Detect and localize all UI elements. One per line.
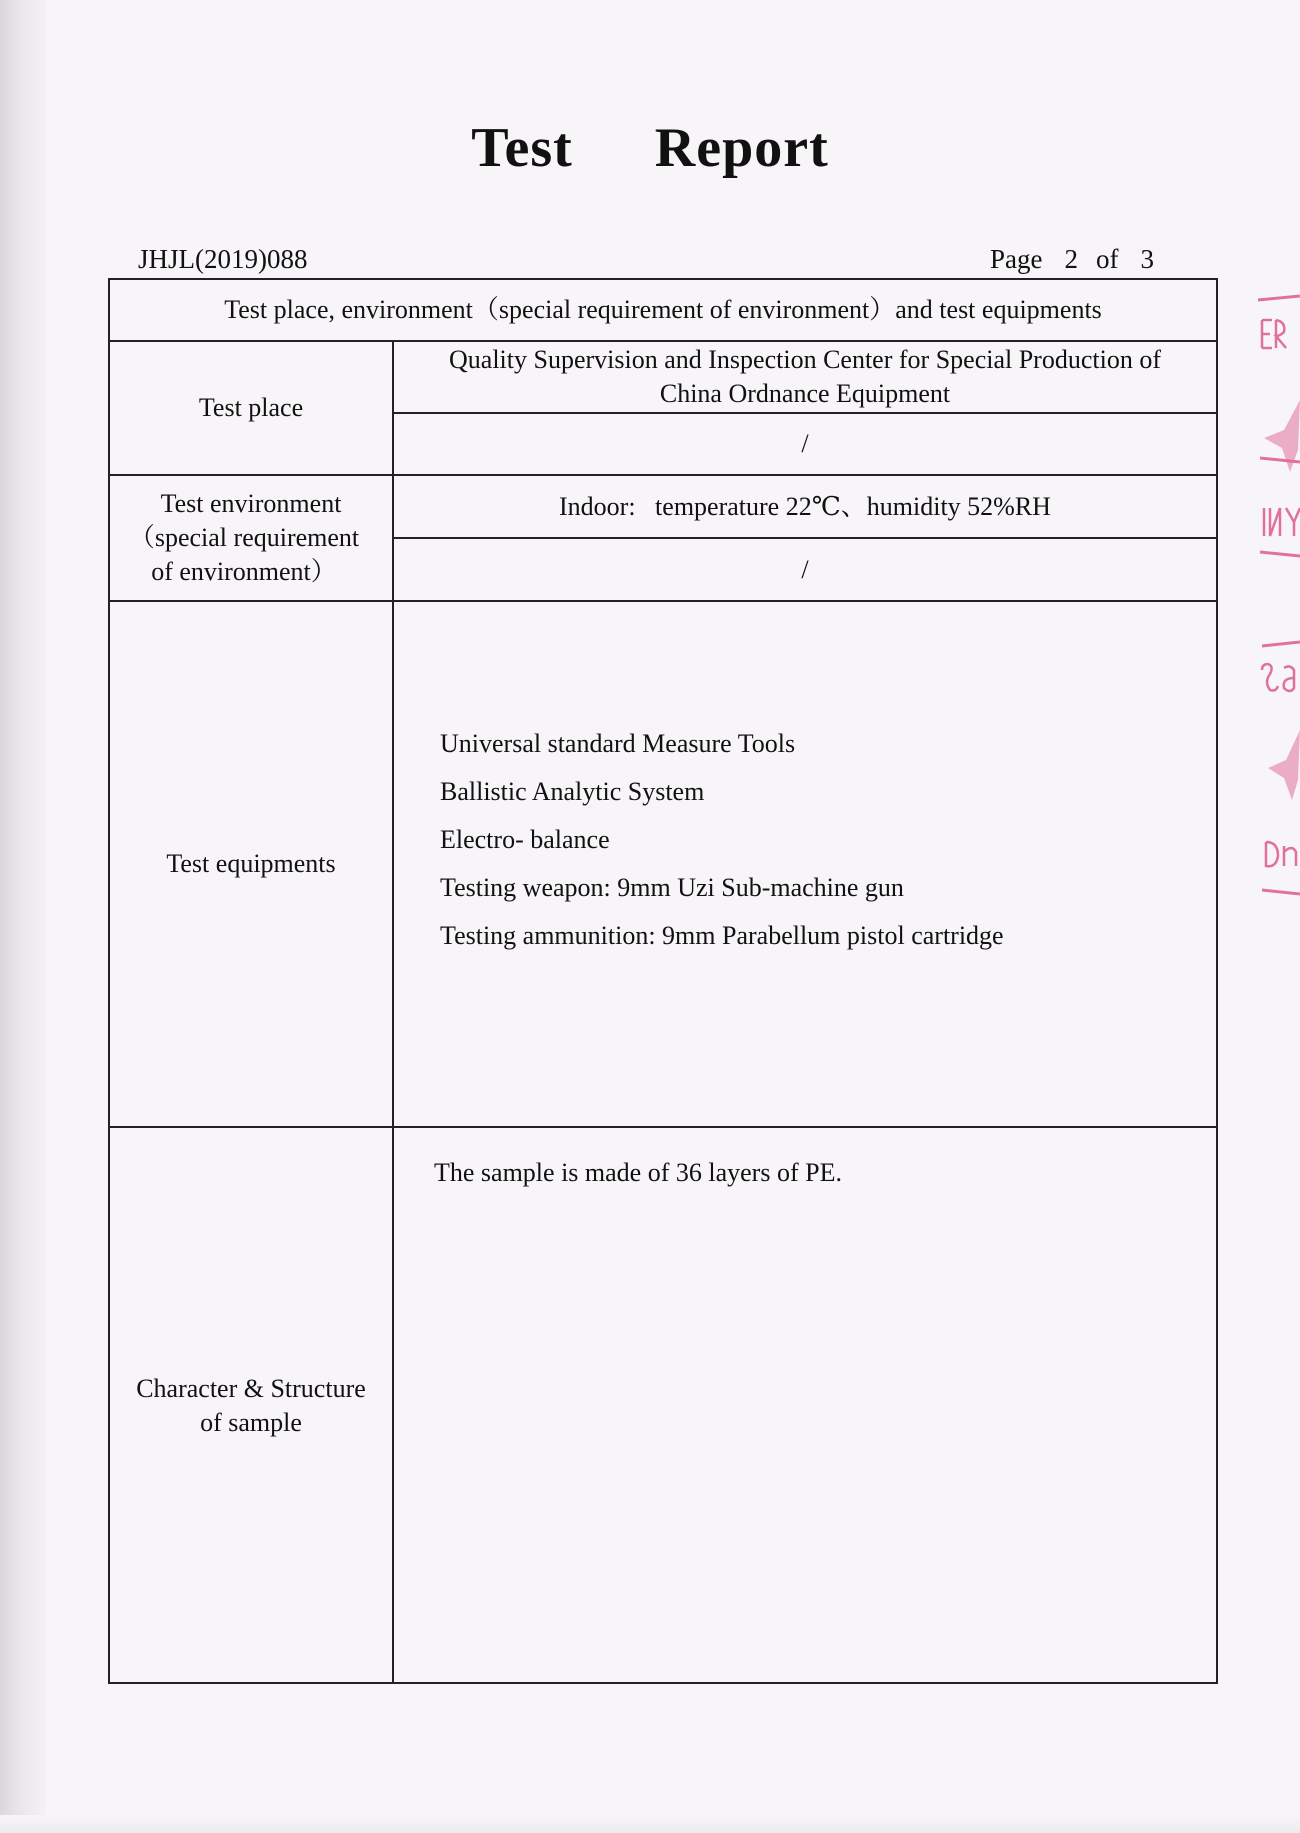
total-pages: 3 [1140, 244, 1154, 274]
sample-label-line2: of sample [200, 1408, 302, 1437]
test-place-value-2: / [801, 429, 809, 458]
equipment-item: Testing weapon: 9mm Uzi Sub-machine gun [440, 873, 904, 902]
of-label: of [1095, 244, 1119, 274]
sample-label [110, 1128, 392, 1684]
test-equipments-label: Test equipments [166, 849, 336, 878]
test-place-label: Test place [198, 393, 304, 422]
sample-description: The sample is made of 36 layers of PE. [434, 1158, 842, 1187]
test-environment-value-2: / [801, 554, 809, 584]
equipment-item: Electro- balance [440, 825, 610, 854]
document-title [0, 112, 1300, 184]
equipment-item: Testing ammunition: 9mm Parabellum pistol cartridge [440, 921, 1004, 950]
test-environment-label-line2: （special requirement [128, 523, 360, 552]
page-number: 2 [1064, 244, 1078, 274]
table-header: Test place, environment（special requirement of environment）and test equipments [224, 295, 1102, 324]
page-bottom-edge [0, 1815, 1300, 1833]
report-id: JHJL(2019)088 [138, 244, 308, 274]
test-place-value: Quality Supervision and Inspection Center for Special Production of China Ordnance Equipment [449, 345, 1161, 408]
equipment-item: Universal standard Measure Tools [440, 729, 796, 758]
page-indicator [990, 242, 1154, 276]
test-environment-label [110, 476, 392, 600]
test-environment-value: Indoor: temperature 22℃、humidity 52%RH [559, 491, 1051, 521]
title-word-test: Test [471, 117, 573, 179]
binding-spine-shadow [0, 0, 46, 1833]
test-environment-label-line3: of environment） [151, 557, 337, 586]
test-environment-label-line1: Test environment [160, 489, 342, 518]
title-word-report: Report [654, 117, 829, 179]
partial-seal-stamp-icon [1240, 290, 1300, 910]
sample-label-line1: Character & Structure [136, 1374, 366, 1403]
page-label: Page [990, 244, 1043, 274]
test-equipments-list [440, 720, 1004, 960]
equipment-item: Ballistic Analytic System [440, 777, 705, 806]
